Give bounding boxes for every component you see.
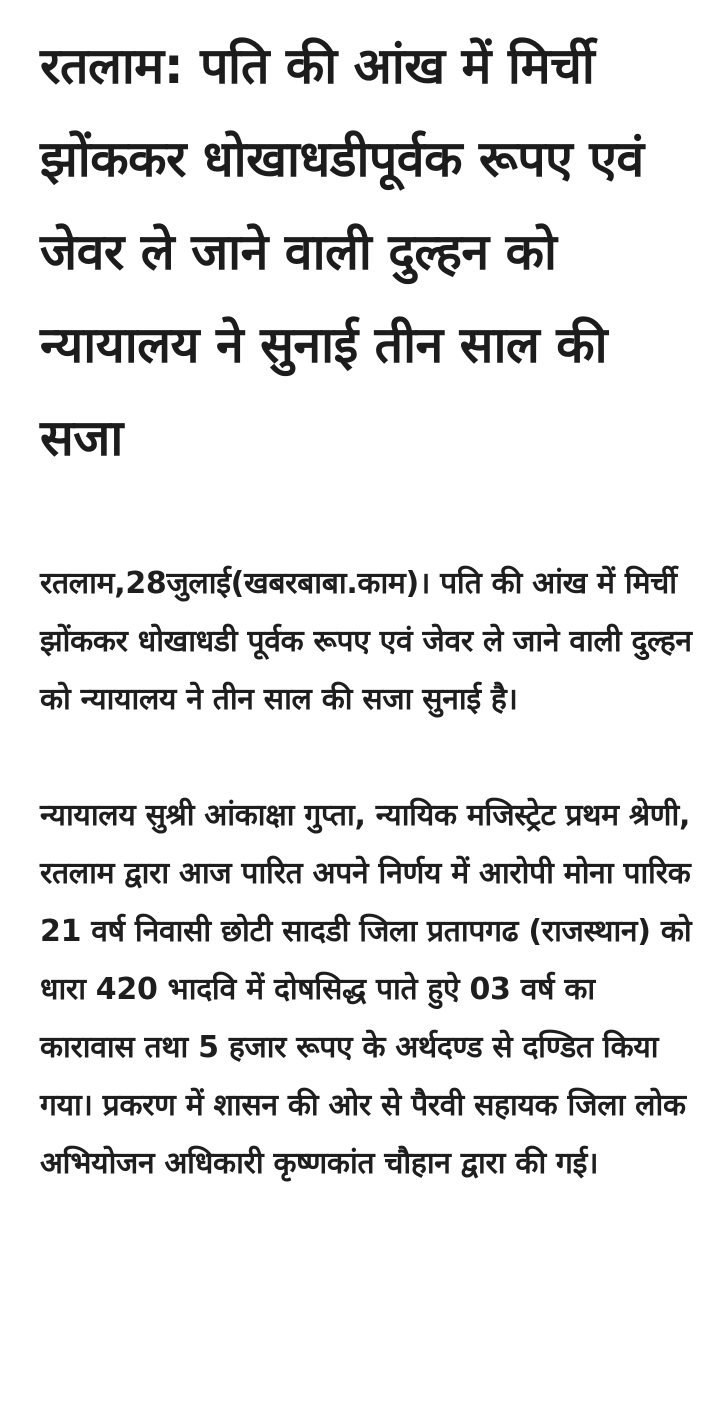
article-body	[40, 555, 692, 1193]
article-paragraph-1: रतलाम,28जुलाई(खबरबाबा.काम)। पति की आंख में मिर्ची झोंककर धोखाधडी पूर्वक रूपए एवं जेवर ले जाने वाली दुल्हन को न्यायालय ने तीन साल की सजा सुनाई है।	[40, 566, 692, 717]
article-paragraph-2: न्यायालय सुश्री आंकाक्षा गुप्ता, न्यायिक मजिस्ट्रेट प्रथम श्रेणी, रतलाम द्वारा आज पारित अपने निर्णय में आरोपी मोना पारिक 21 वर्ष निवासी छोटी सादडी जिला प्रतापगढ (राजस्थान) को धारा 420 भादवि में दोषसिद्ध पाते हुऐ 03 वर्ष का कारावास तथा 5 हजार रूपए के अर्थदण्ड से दण्डित किया गया। प्रकरण में शासन की ओर से पैरवी सहायक जिला लोक अभियोजन अधिकारी कृष्णकांत चौहान द्वारा की गई।	[40, 798, 692, 1181]
article-headline: रतलाम: पति की आंख में मिर्ची झोंककर धोखाधडीपूर्वक रूपए एवं जेवर ले जाने वाली दुल्हन को न्यायालय ने सुनाई तीन साल की सजा	[40, 37, 644, 467]
